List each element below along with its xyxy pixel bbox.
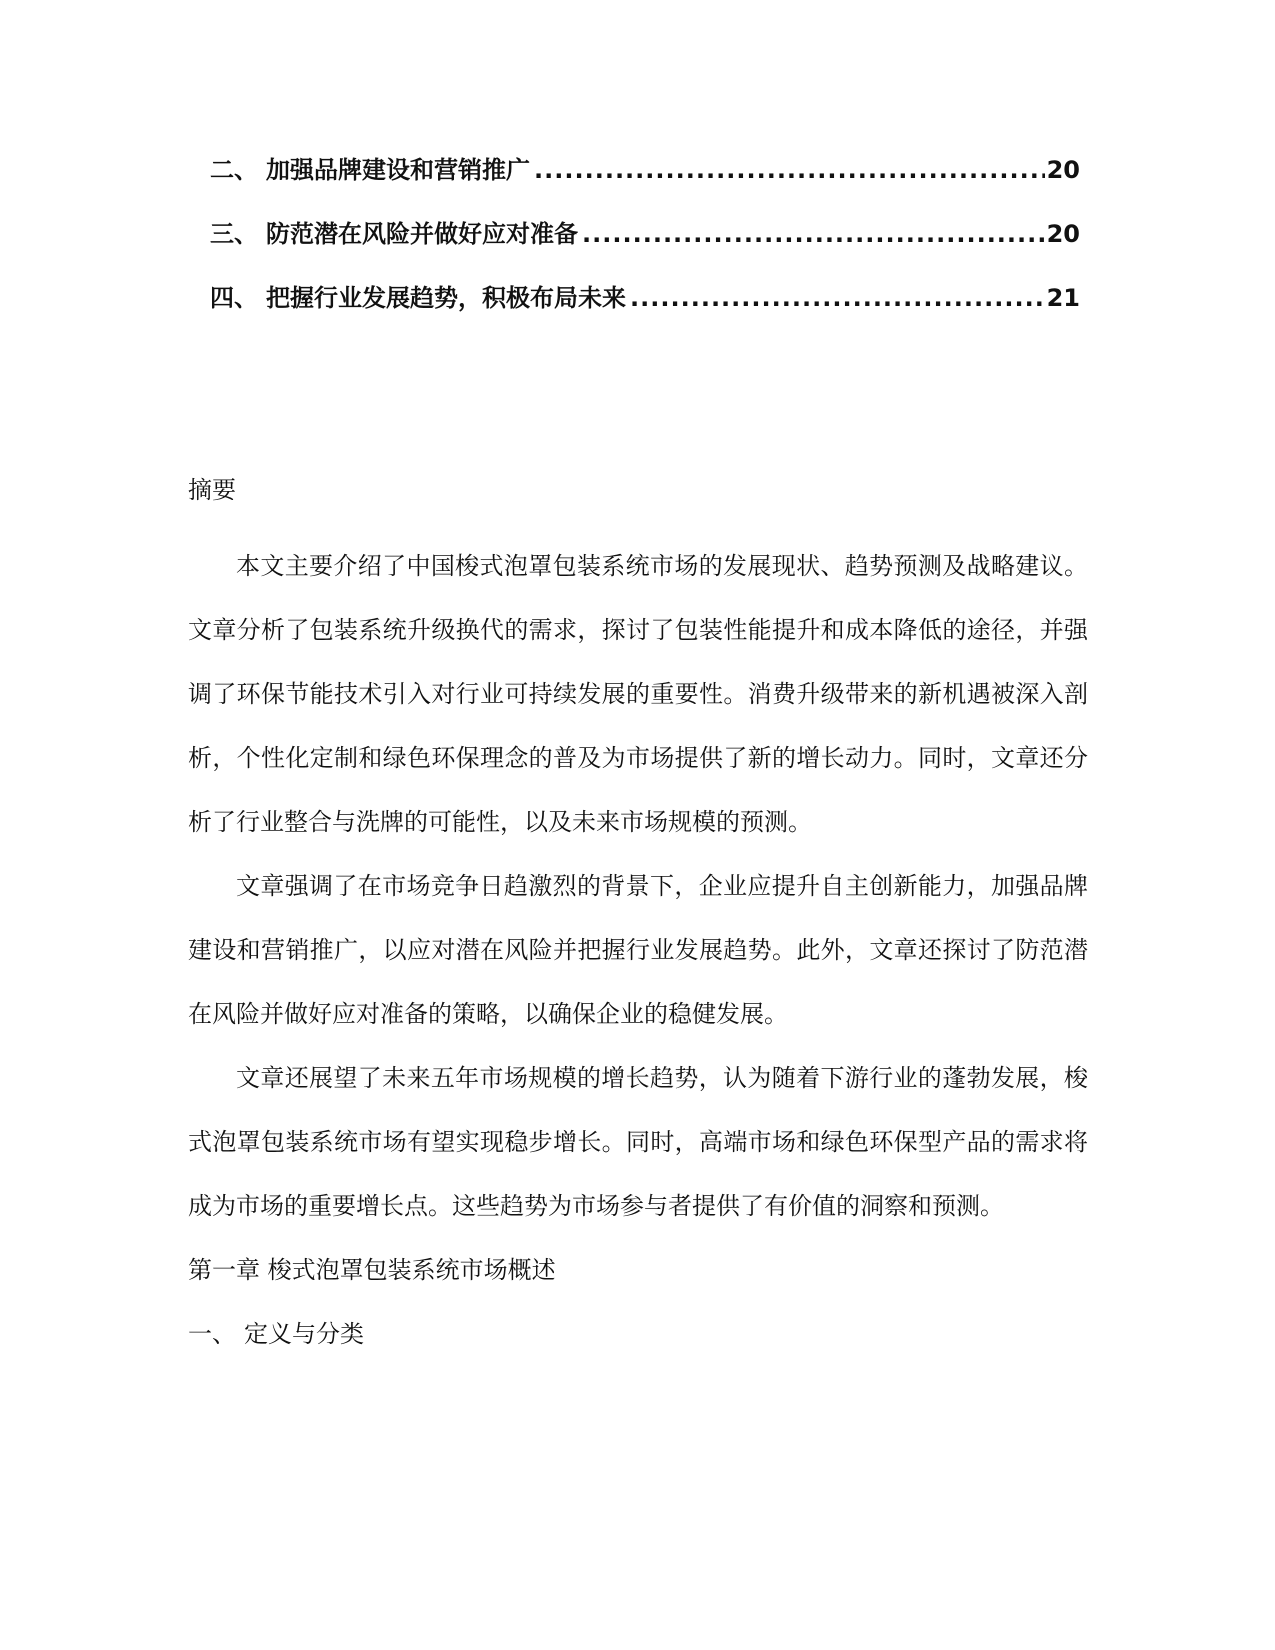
toc-entry[interactable] [210,150,1080,214]
abstract-paragraph: 文章还展望了未来五年市场规模的增长趋势，认为随着下游行业的蓬勃发展，梭式泡罩包装系统市场有望实现稳步增长。同时，高端市场和绿色环保型产品的需求将成为市场的重要增长点。这些趋势为市场参与者提供了有价值的洞察和预测。 [188,1064,1088,1220]
toc-entry-page: 20 [1046,220,1080,248]
section-heading [188,1302,1088,1366]
toc-entry-title: 防范潜在风险并做好应对准备 [266,220,578,248]
toc-leader-dots [582,220,1045,248]
toc-entry-number: 四、 [210,284,258,312]
toc-entry[interactable] [210,214,1080,278]
section-title: 定义与分类 [244,1320,364,1348]
toc-leader-dots [534,156,1045,184]
section-number: 一、 [188,1320,236,1348]
abstract-paragraph: 本文主要介绍了中国梭式泡罩包装系统市场的发展现状、趋势预测及战略建议。文章分析了包装系统升级换代的需求，探讨了包装性能提升和成本降低的途径，并强调了环保节能技术引入对行业可持续发展的重要性。消费升级带来的新机遇被深入剖析，个性化定制和绿色环保理念的普及为市场提供了新的增长动力。同时，文章还分析了行业整合与洗牌的可能性，以及未来市场规模的预测。 [188,552,1088,836]
chapter-heading: 第一章 梭式泡罩包装系统市场概述 [188,1256,556,1284]
table-of-contents [210,150,1080,342]
toc-entry-page: 20 [1046,156,1080,184]
document-body [188,470,1088,1366]
toc-entry-number: 二、 [210,156,258,184]
toc-entry-page: 21 [1046,284,1080,312]
abstract-paragraph: 文章强调了在市场竞争日趋激烈的背景下，企业应提升自主创新能力，加强品牌建设和营销推广，以应对潜在风险并把握行业发展趋势。此外，文章还探讨了防范潜在风险并做好应对准备的策略，以确保企业的稳健发展。 [188,872,1088,1028]
toc-leader-dots [630,284,1045,312]
toc-entry[interactable] [210,278,1080,342]
toc-entry-number: 三、 [210,220,258,248]
toc-entry-title: 把握行业发展趋势，积极布局未来 [266,284,626,312]
toc-entry-title: 加强品牌建设和营销推广 [266,156,530,184]
abstract-heading: 摘要 [188,476,236,504]
